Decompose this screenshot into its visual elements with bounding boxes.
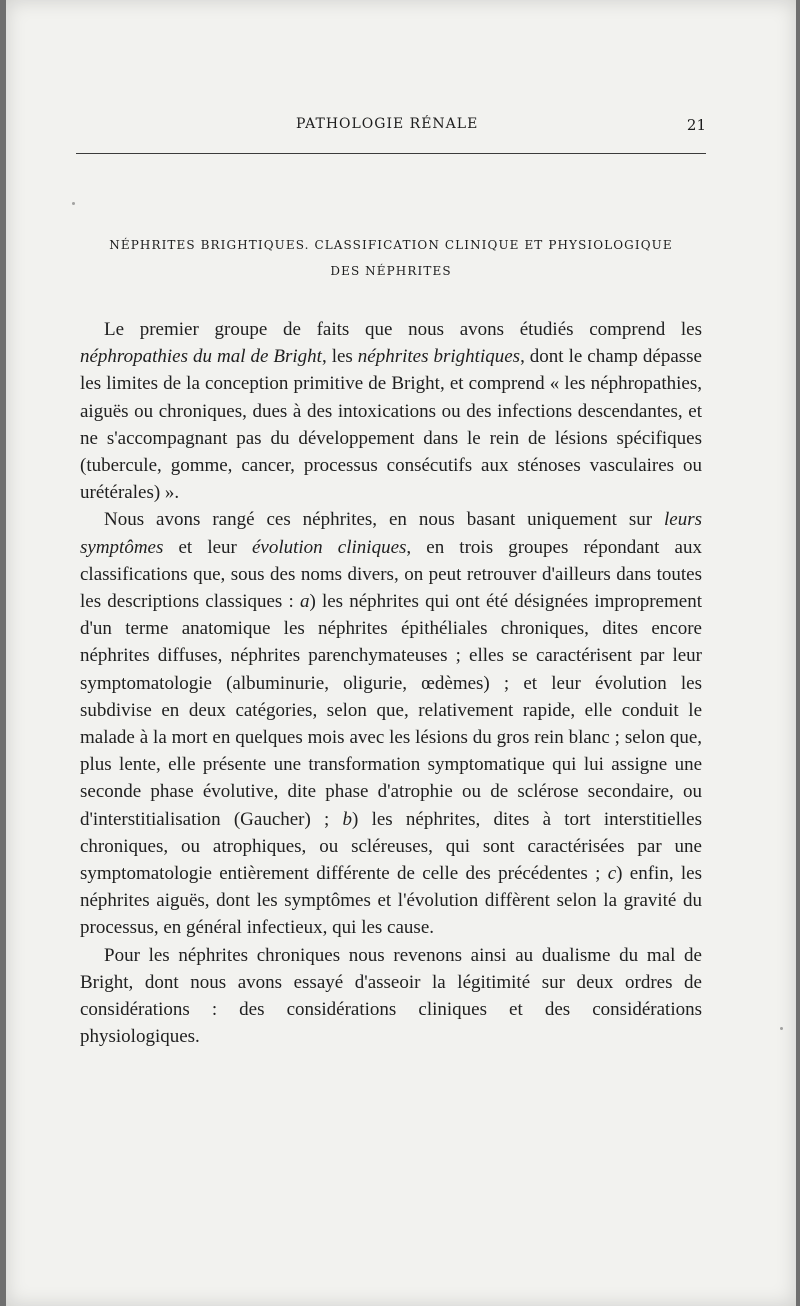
italic-segment: leurs symptômes xyxy=(80,509,702,558)
text-segment: , en trois groupes répondant aux classifications que, sous des noms divers, on peut retrouver d'ailleurs dans toutes les descriptions classiques : xyxy=(80,536,702,613)
header-rule xyxy=(76,153,706,154)
chapter-heading xyxy=(76,232,706,284)
text-segment: ) les néphrites, dites à tort interstitielles chroniques, ou atrophiques, ou scléreuses, qui sont caractérisées par une symptomatologie entièrement différente de celle des précédentes ; xyxy=(80,808,702,885)
book-page xyxy=(6,0,796,1306)
paper-speckle xyxy=(72,202,75,205)
italic-segment: b xyxy=(342,808,353,830)
text-segment: , dont le champ dépasse les limites de la conception primitive de Bright, et comprend « les néphropathies, aiguës ou chroniques, dues à des intoxications ou des infections descendantes, et ne s'accompagnant pas du développement dans le rein de lésions spécifiques (tubercule, gomme, cancer, processus consécutifs aux sténoses vasculaires ou urétérales) ». xyxy=(80,346,702,504)
paragraph-2 xyxy=(80,506,702,941)
body-text xyxy=(80,316,702,1050)
italic-segment: néphrites brightiques xyxy=(357,346,521,368)
chapter-heading-line-2: DES NÉPHRITES xyxy=(330,264,452,278)
chapter-heading-line-1: NÉPHRITES BRIGHTIQUES. CLASSIFICATION CLINIQUE ET PHYSIOLOGIQUE xyxy=(109,238,673,252)
italic-segment: a xyxy=(299,591,310,613)
paragraph-3 xyxy=(80,942,702,1051)
text-segment: Le premier groupe de faits que nous avons étudiés comprend les xyxy=(104,319,702,340)
page-header xyxy=(76,112,706,142)
italic-segment: évolution cliniques xyxy=(251,536,407,558)
text-segment: , les xyxy=(321,346,358,368)
text-segment: et leur xyxy=(163,536,252,558)
running-title: PATHOLOGIE RÉNALE xyxy=(296,116,479,132)
text-segment: ) enfin, les néphrites aiguës, dont les symptômes et l'évolution diffèrent selon la gravité du processus, en général infectieux, qui les cause. xyxy=(80,863,702,939)
text-segment: Nous avons rangé ces néphrites, en nous basant uniquement sur xyxy=(104,509,664,531)
page-number: 21 xyxy=(686,116,706,134)
paper-speckle xyxy=(780,1027,783,1030)
text-segment: ) les néphrites qui ont été désignées improprement d'un terme anatomique les néphrites épithéliales chroniques, dites encore néphrites diffuses, néphrites parenchymateuses ; elles se caractérisent par leur symptomatologie (albuminurie, oligurie, œdèmes) ; et leur évolution les subdivise en deux catégories, selon que, relativement rapide, elle conduit le malade à la mort en quelques mois avec les lésions du gros rein blanc ; selon que, plus lente, elle présente une transformation symptomatique qui lui assigne une seconde phase évolutive, dite phase d'atrophie ou de sclérose secondaire, ou d'interstitialisation (Gaucher) ; xyxy=(80,591,702,830)
paragraph-1 xyxy=(80,316,702,506)
text-segment: Pour les néphrites chroniques nous revenons ainsi au dualisme du mal de Bright, dont nous avons essayé d'asseoir la légitimité sur deux ordres de considérations : des considérations cliniques et des considérations physiologiques. xyxy=(80,944,702,1048)
italic-segment: c xyxy=(607,863,617,885)
italic-segment: néphropathies du mal de Bright xyxy=(80,346,322,368)
